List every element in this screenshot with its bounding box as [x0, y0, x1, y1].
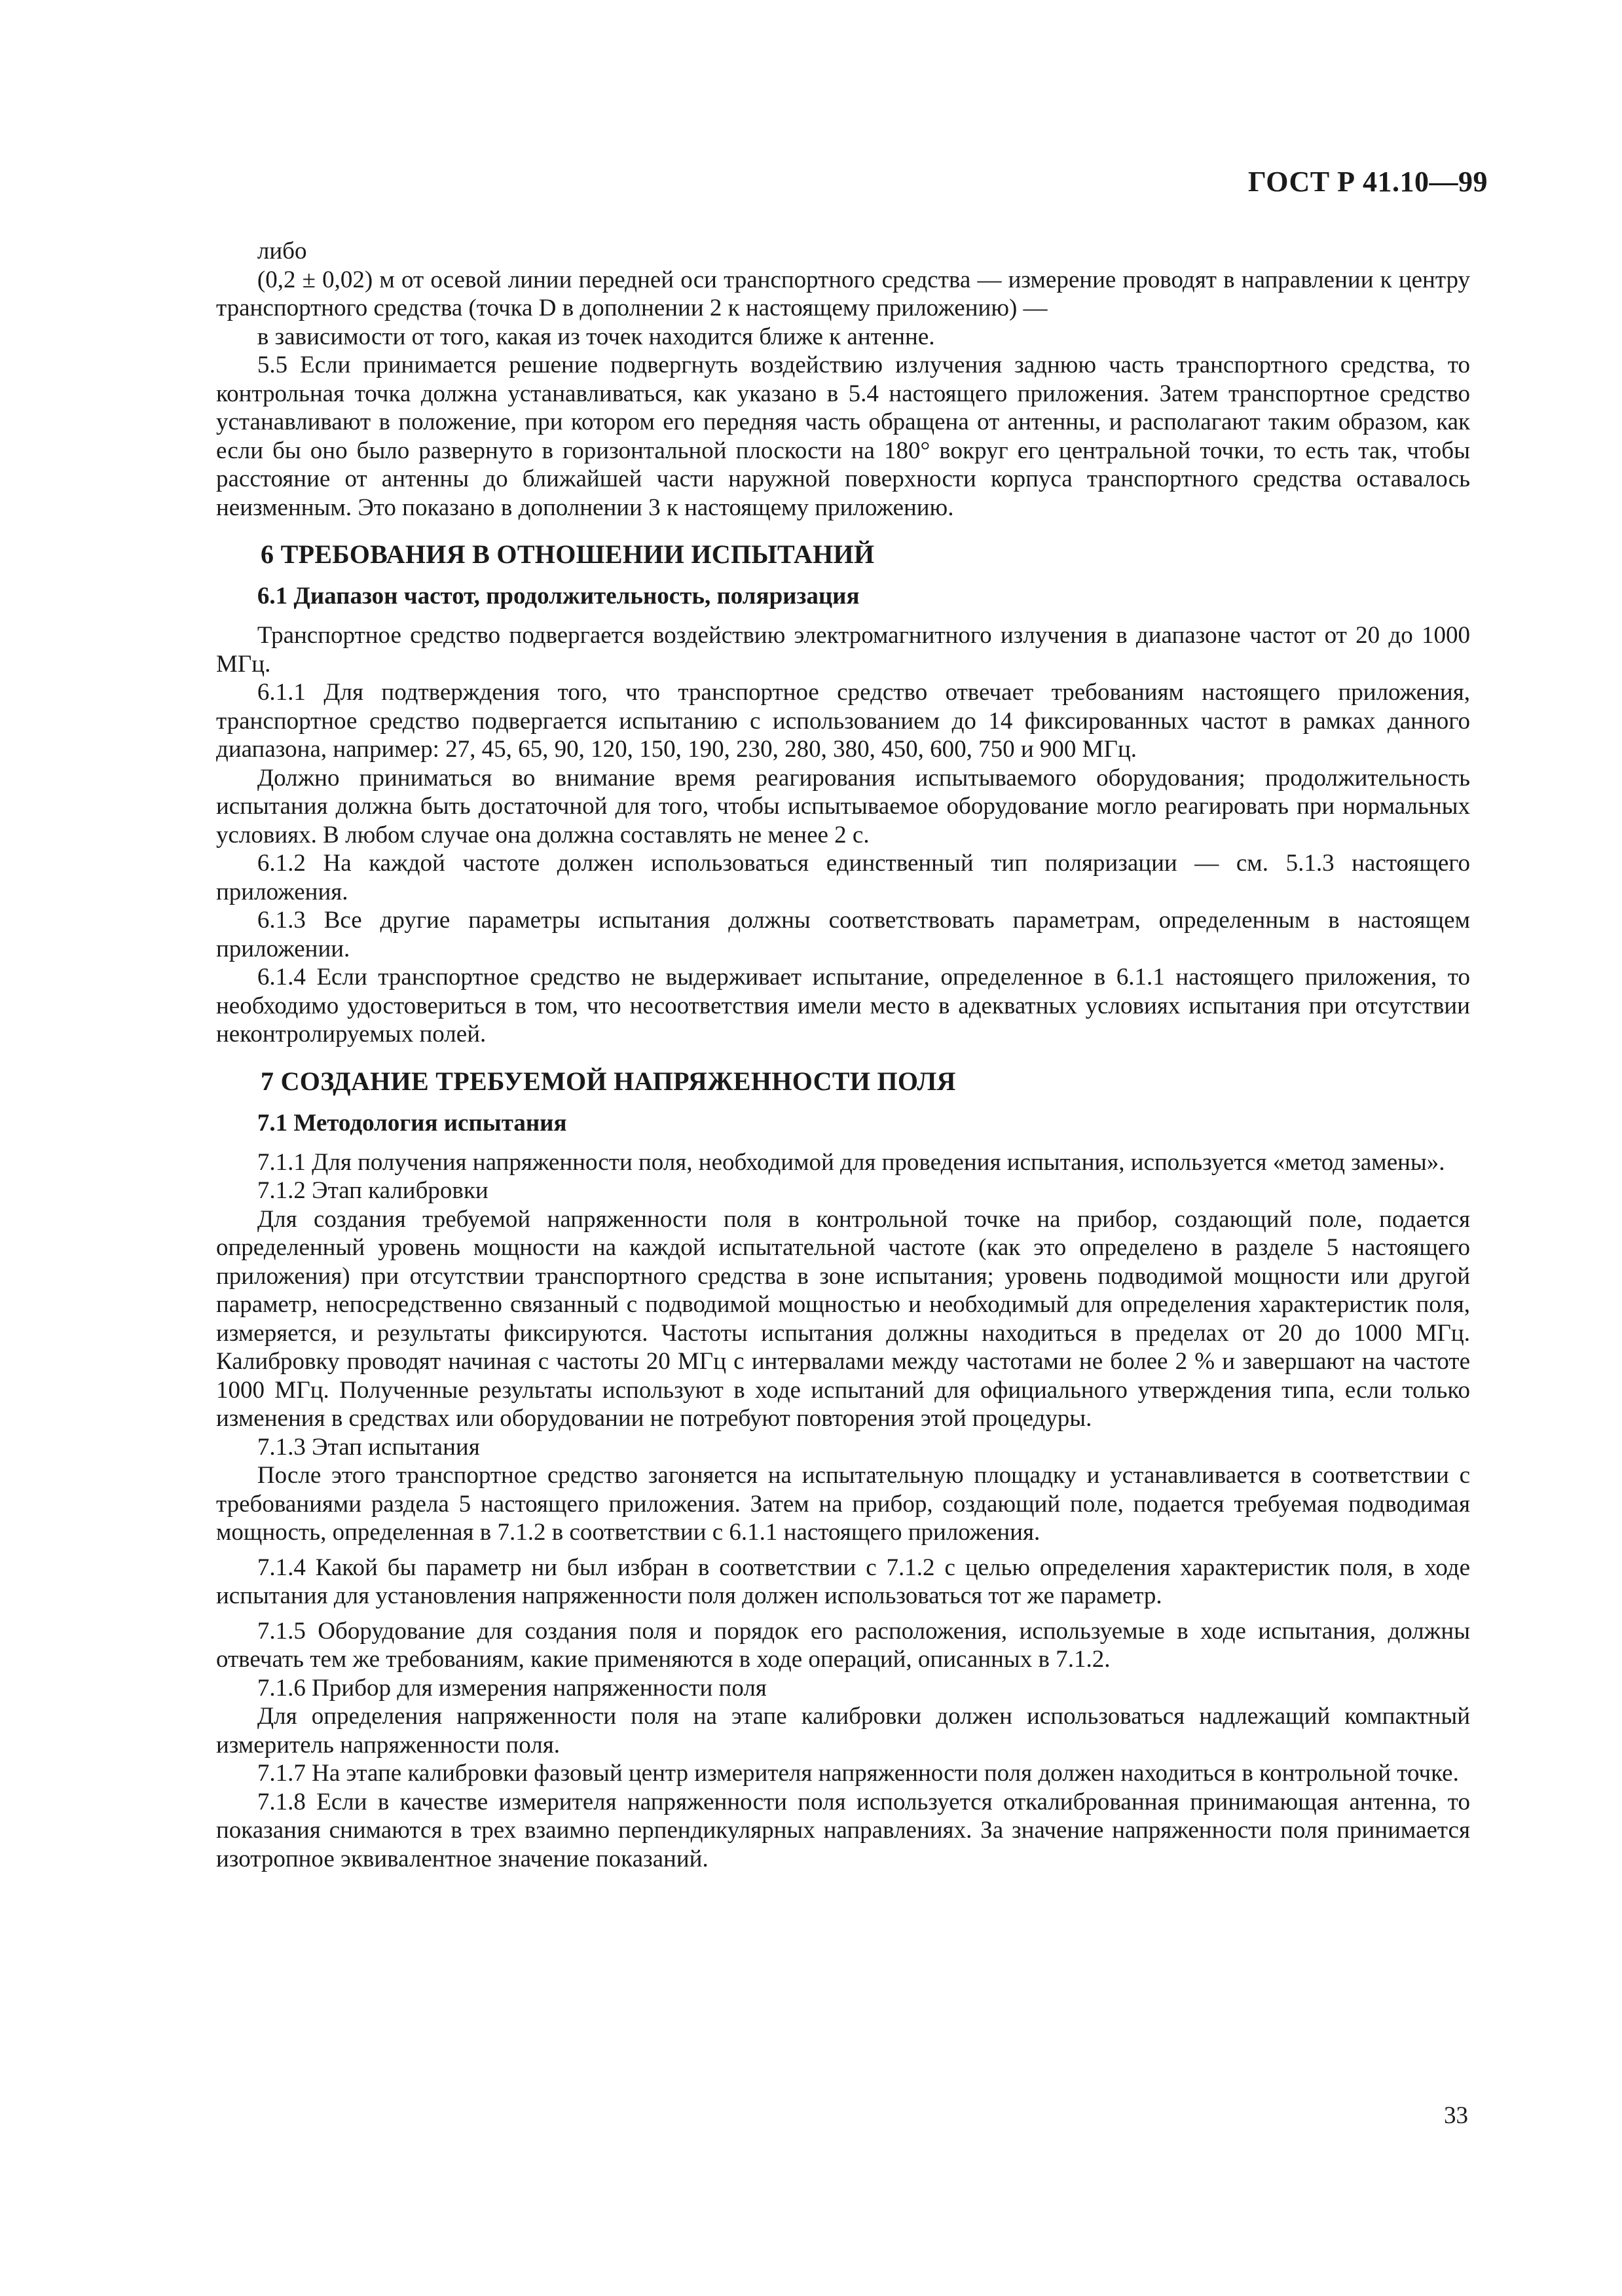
paragraph: (0,2 ± 0,02) м от осевой линии передней оси транспортного средства — измерение проводят в направлении к центру транспортного средства (точка D в дополнении 2 к настоящему приложению) — [216, 266, 1470, 321]
paragraph: 7.1.8 Если в качестве измерителя напряженности поля используется откалиброванная принимающая антенна, то показания снимаются в трех взаимно перпендикулярных направлениях. За значение напряженности поля принимается изотропное эквивалентное значение показаний. [216, 1788, 1470, 1872]
paragraph: 6.1.2 На каждой частоте должен использоваться единственный тип поляризации — см. 5.1.3 настоящего приложения. [216, 850, 1470, 905]
paragraph: 6.1.3 Все другие параметры испытания должны соответствовать параметрам, определенным в настоящем приложении. [216, 907, 1470, 962]
paragraph: 6.1.4 Если транспортное средство не выдерживает испытание, определенное в 6.1.1 настоящего приложения, то необходимо удостовериться в том, что несоответствия имели место в адекватных условиях испытания при отсутствии неконтролируемых полей. [216, 964, 1470, 1048]
paragraph: После этого транспортное средство загоняется на испытательную площадку и устанавливается в соответствии с требованиями раздела 5 настоящего приложения. Затем на прибор, создающий поле, подается требуемая подводимая мощность, определенная в 7.1.2 в соответствии с 6.1.1 настоящего приложения. [216, 1462, 1470, 1546]
paragraph: 7.1.2 Этап калибровки [257, 1177, 488, 1204]
paragraph: 7.1.6 Прибор для измерения напряженности поля [257, 1674, 767, 1702]
paragraph: 5.5 Если принимается решение подвергнуть воздействию излучения заднюю часть транспортного средства, то контрольная точка должна устанавливаться, как указано в 5.4 настоящего приложения. Затем транспортное средство устанавливают в положение, при котором его передняя часть обращена от антенны, и располагают таким образом, как если бы оно было развернуто в горизонтальной плоскости на 180° вокруг его центральной точки, то есть так, чтобы расстояние от антенны до ближайшей части наружной поверхности корпуса транспортного средства оставалось неизменным. Это показано в дополнении 3 к настоящему приложению. [216, 352, 1470, 521]
section-heading-7: 7 СОЗДАНИЕ ТРЕБУЕМОЙ НАПРЯЖЕННОСТИ ПОЛЯ [261, 1066, 956, 1096]
paragraph: в зависимости от того, какая из точек находится ближе к антенне. [257, 323, 935, 350]
paragraph: 7.1.1 Для получения напряженности поля, необходимой для проведения испытания, используется «метод замены». [257, 1148, 1445, 1176]
subsection-heading-7-1: 7.1 Методология испытания [257, 1109, 567, 1137]
paragraph: Должно приниматься во внимание время реагирования испытываемого оборудования; продолжительность испытания должна быть достаточной для того, чтобы испытываемое оборудование могло реагировать при нормальных условиях. В любом случае она должна составлять не менее 2 с. [216, 764, 1470, 848]
section-heading-6: 6 ТРЕБОВАНИЯ В ОТНОШЕНИИ ИСПЫТАНИЙ [261, 539, 875, 569]
paragraph: 6.1.1 Для подтверждения того, что транспортное средство отвечает требованиям настоящего приложения, транспортное средство подвергается испытанию с использованием до 14 фиксированных частот в рамках данного диапазона, например: 27, 45, 65, 90, 120, 150, 190, 230, 280, 380, 450, 600, 750 и 900 МГц. [216, 679, 1470, 763]
subsection-heading-6-1: 6.1 Диапазон частот, продолжительность, поляризация [257, 583, 860, 610]
document-code: ГОСТ Р 41.10—99 [1247, 166, 1488, 198]
paragraph: Для создания требуемой напряженности поля в контрольной точке на прибор, создающий поле, подается определенный уровень мощности на каждой испытательной частоте (как это определено в разделе 5 настоящего приложения) при отсутствии транспортного средства в зоне испытания; уровень подводимой мощности или другой параметр, непосредственно связанный с подводимой мощностью и необходимый для определения характеристик поля, измеряется, и результаты фиксируются. Частоты испытания должны находиться в пределах от 20 до 1000 МГц. Калибровку проводят начиная с частоты 20 МГц с интервалами между частотами не более 2 % и завершают на частоте 1000 МГц. Полученные результаты используют в ходе испытаний для официального утверждения типа, если только изменения в средствах или оборудовании не потребуют повторения этой процедуры. [216, 1205, 1470, 1432]
paragraph: 7.1.4 Какой бы параметр ни был избран в соответствии с 7.1.2 с целью определения характеристик поля, в ходе испытания для установления напряженности поля должен использоваться тот же параметр. [216, 1554, 1470, 1609]
page-body [216, 237, 1470, 1873]
page-number: 33 [1444, 2102, 1468, 2129]
paragraph: 7.1.7 На этапе калибровки фазовый центр измерителя напряженности поля должен находиться в контрольной точке. [257, 1760, 1459, 1787]
paragraph: 7.1.3 Этап испытания [257, 1433, 480, 1461]
paragraph: Для определения напряженности поля на этапе калибровки должен использоваться надлежащий компактный измеритель напряженности поля. [216, 1703, 1470, 1758]
paragraph: Транспортное средство подвергается воздействию электромагнитного излучения в диапазоне частот от 20 до 1000 МГц. [216, 622, 1470, 678]
paragraph: 7.1.5 Оборудование для создания поля и порядок его расположения, используемые в ходе испытания, должны отвечать тем же требованиям, какие применяются в ходе операций, описанных в 7.1.2. [216, 1617, 1470, 1673]
paragraph: либо [257, 238, 307, 264]
